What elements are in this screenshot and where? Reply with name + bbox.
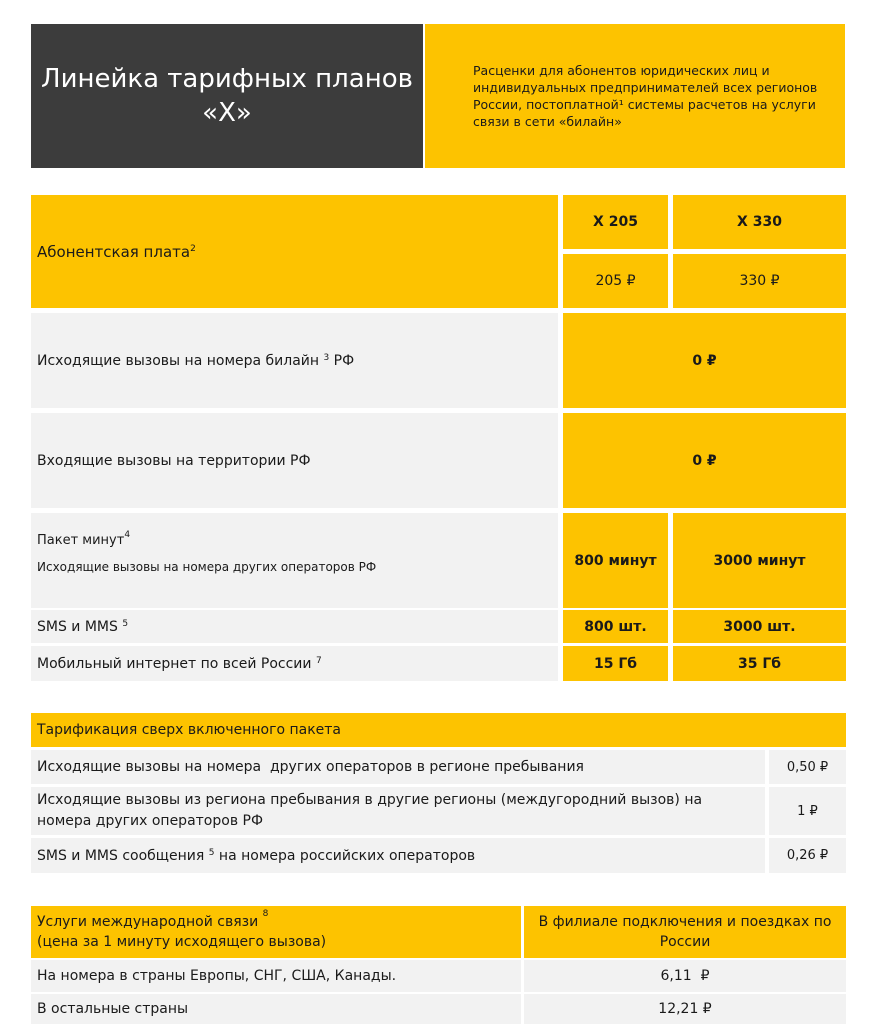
plan2-name-cell bbox=[673, 195, 846, 249]
overage-row-1-price: 0,50 ₽ bbox=[786, 759, 829, 775]
sms-plan1-cell bbox=[563, 610, 668, 643]
fee-footnote: 2 bbox=[190, 244, 196, 254]
minutes-plan2-cell bbox=[673, 513, 846, 608]
overage-row-3-suffix: на номера российских операторов bbox=[214, 847, 476, 864]
international-title-line1-wrap bbox=[37, 909, 521, 932]
international-title-line1: Услуги международной связи bbox=[37, 914, 259, 930]
sms-plan2: 3000 шт. bbox=[723, 618, 796, 635]
international-column-header: В филиале подключения и поездках по России bbox=[538, 914, 832, 950]
minutes-sublabel: Исходящие вызовы на номера других операторов РФ bbox=[37, 560, 377, 574]
minutes-plan1: 800 минут bbox=[574, 552, 657, 569]
overage-row-1-label-cell bbox=[31, 750, 765, 784]
international-title-line2: (цена за 1 минуту исходящего вызова) bbox=[37, 934, 327, 950]
plan2-name: X 330 bbox=[737, 214, 782, 230]
international-row-2-label: В остальные страны bbox=[37, 1001, 189, 1017]
plan1-price-cell bbox=[563, 254, 668, 308]
internet-label-cell bbox=[31, 646, 558, 681]
outgoing-beeline-label: Исходящие вызовы на номера билайн bbox=[37, 352, 320, 369]
overage-row-1-price-cell bbox=[769, 750, 846, 784]
incoming-value: 0 ₽ bbox=[692, 452, 717, 469]
sms-plan2-cell bbox=[673, 610, 846, 643]
sms-label-cell bbox=[31, 610, 558, 643]
plan1-name-cell bbox=[563, 195, 668, 249]
plan1-price: 205 ₽ bbox=[595, 273, 636, 289]
international-row-1-label: На номера в страны Европы, СНГ, США, Канады. bbox=[37, 968, 397, 984]
outgoing-beeline-value-cell bbox=[563, 313, 846, 408]
sms-label: SMS и MMS bbox=[37, 618, 118, 635]
outgoing-beeline-footnote: 3 bbox=[323, 353, 330, 363]
minutes-label-cell bbox=[31, 513, 558, 608]
sms-plan1: 800 шт. bbox=[584, 618, 647, 635]
international-title-cell bbox=[31, 906, 521, 958]
plan2-price: 330 ₽ bbox=[739, 273, 780, 289]
overage-row-3-label: SMS и MMS сообщения bbox=[37, 847, 205, 864]
overage-title: Тарификация сверх включенного пакета bbox=[37, 722, 342, 738]
international-row-2-price: 12,21 ₽ bbox=[658, 1001, 712, 1017]
plan2-price-cell bbox=[673, 254, 846, 308]
overage-row-3-label-cell bbox=[31, 838, 765, 873]
internet-footnote: 7 bbox=[315, 656, 322, 666]
header-description: Расценки для абонентов юридических лиц и индивидуальных предпринимателей всех регионов России, постоплатной¹ системы расчетов на услуги связи в сети «билайн» bbox=[473, 63, 818, 129]
overage-row-2-price-cell bbox=[769, 787, 846, 835]
minutes-footnote: 4 bbox=[124, 530, 131, 540]
outgoing-beeline-label-cell bbox=[31, 313, 558, 408]
international-row-1-price-cell bbox=[524, 960, 846, 992]
internet-plan1: 15 Гб bbox=[593, 655, 638, 672]
incoming-label: Входящие вызовы на территории РФ bbox=[37, 452, 311, 469]
international-row-1-label-cell bbox=[31, 960, 521, 992]
header-description-block bbox=[425, 24, 845, 168]
internet-label: Мобильный интернет по всей России bbox=[37, 655, 312, 672]
page-title-line2: «X» bbox=[202, 98, 252, 128]
internet-plan2: 35 Гб bbox=[737, 655, 782, 672]
incoming-value-cell bbox=[563, 413, 846, 508]
overage-row-2-label: Исходящие вызовы из региона пребывания в другие регионы (междугородний вызов) на номера других операторов РФ bbox=[37, 792, 703, 829]
minutes-plan1-cell bbox=[563, 513, 668, 608]
overage-row-2-price: 1 ₽ bbox=[797, 803, 818, 819]
overage-row-1-label: Исходящие вызовы на номера других операторов в регионе пребывания bbox=[37, 759, 584, 775]
internet-plan1-cell bbox=[563, 646, 668, 681]
header-title-block bbox=[31, 24, 423, 168]
fee-label: Абонентская плата bbox=[37, 242, 191, 261]
overage-row-3-price-cell bbox=[769, 838, 846, 873]
overage-row-3-price: 0,26 ₽ bbox=[786, 848, 829, 863]
outgoing-beeline-value: 0 ₽ bbox=[692, 352, 717, 369]
fee-label-cell bbox=[31, 195, 558, 308]
plan1-name: X 205 bbox=[593, 214, 638, 230]
international-footnote: 8 bbox=[262, 909, 269, 919]
international-row-1-price: 6,11 ₽ bbox=[660, 968, 710, 984]
international-row-2-price-cell bbox=[524, 994, 846, 1024]
page-title-line1: Линейка тарифных планов bbox=[41, 64, 413, 94]
incoming-label-cell bbox=[31, 413, 558, 508]
international-row-2-label-cell bbox=[31, 994, 521, 1024]
minutes-label-line bbox=[37, 530, 558, 548]
outgoing-beeline-suffix: РФ bbox=[329, 352, 355, 369]
overage-title-cell bbox=[31, 713, 846, 747]
minutes-label: Пакет минут bbox=[37, 533, 125, 548]
international-column-header-cell bbox=[524, 906, 846, 958]
internet-plan2-cell bbox=[673, 646, 846, 681]
overage-row-3-footnote: 5 bbox=[208, 848, 215, 858]
minutes-plan2: 3000 минут bbox=[713, 552, 806, 569]
sms-footnote: 5 bbox=[122, 619, 129, 629]
overage-row-2-label-cell bbox=[31, 787, 765, 835]
